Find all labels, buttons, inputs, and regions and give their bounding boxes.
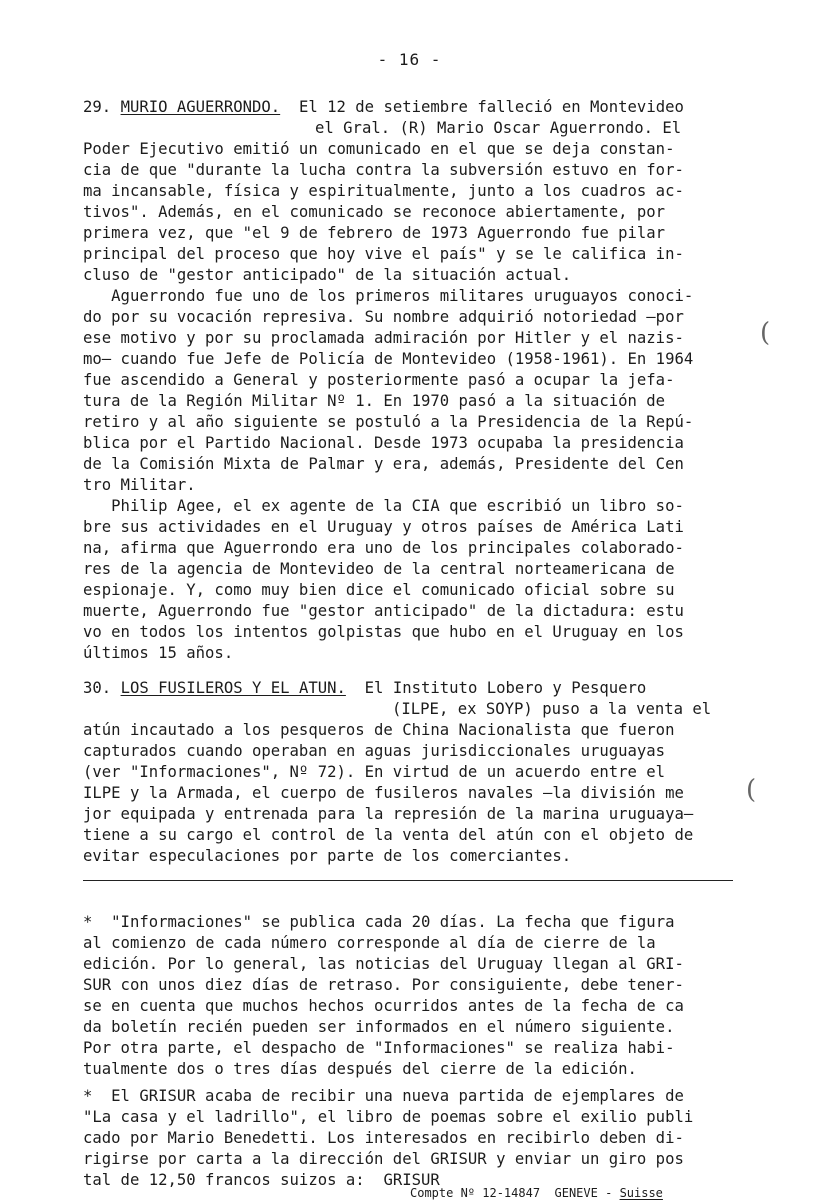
note-1-line-6: Por otra parte, el despacho de "Informaciones" se realiza habi- xyxy=(83,1039,675,1057)
margin-hole-mark: ( xyxy=(746,775,757,805)
item-30-line-1: (ILPE, ex SOYP) puso a la venta el xyxy=(392,700,712,718)
note-1-line-2: edición. Por lo general, las noticias del Uruguay llegan al GRI- xyxy=(83,955,684,973)
item-30-title: LOS FUSILEROS Y EL ATUN. xyxy=(120,679,346,697)
note-2-text-0: El GRISUR acaba de recibir una nueva partida de ejemplares de xyxy=(111,1087,684,1105)
item-29-line-14: tura de la Región Militar Nº 1. En 1970 pasó a la situación de xyxy=(83,392,666,410)
note-1-asterisk: * xyxy=(83,913,93,931)
note-2-line-0 xyxy=(83,1086,684,1106)
item-29-line-7: principal del proceso que hoy vive el país" y se le califica in- xyxy=(83,245,684,263)
item-30-line-5: ILPE y la Armada, el cuerpo de fusileros navales —la división me xyxy=(83,784,684,802)
note-1-text-0: "Informaciones" se publica cada 20 días. La fecha que figura xyxy=(111,913,675,931)
item-29-line-15: retiro y al año siguiente se postuló a la Presidencia de la Repú- xyxy=(83,413,694,431)
item-29-line-2: Poder Ejecutivo emitió un comunicado en el que se deja constan- xyxy=(83,140,675,158)
note-2-line-2: cado por Mario Benedetti. Los interesados en recibirlo deben di- xyxy=(83,1129,684,1147)
item-29-line-3: cia de que "durante la lucha contra la subversión estuvo en for- xyxy=(83,161,684,179)
item-29-line-26: últimos 15 años. xyxy=(83,644,234,662)
item-29-line-13: fue ascendido a General y posteriormente pasó a ocupar la jefa- xyxy=(83,371,675,389)
item-30-line-0: El Instituto Lobero y Pesquero xyxy=(364,679,647,697)
item-29-line-4: ma incansable, física y espiritualmente, junto a los cuadros ac- xyxy=(83,182,684,200)
address-account: Compte Nº 12-14847 xyxy=(410,1186,541,1200)
note-2-line-1: "La casa y el ladrillo", el libro de poemas sobre el exilio publi xyxy=(83,1108,694,1126)
page-number: - 16 - xyxy=(377,50,442,69)
section-divider xyxy=(83,880,733,881)
address-city: GENEVE xyxy=(554,1186,598,1200)
note-1-line-5: da boletín recién pueden ser informados en el número siguiente. xyxy=(83,1018,675,1036)
item-29-line-5: tivos". Además, en el comunicado se reconoce abiertamente, por xyxy=(83,203,666,221)
item-30-line-2: atún incautado a los pesqueros de China Nacionalista que fueron xyxy=(83,721,675,739)
item-30-number: 30. xyxy=(83,679,112,697)
item-30-line-6: jor equipada y entrenada para la represión de la marina uruguaya— xyxy=(83,805,694,823)
item-29-line-25: vo en todos los intentos golpistas que hubo en el Uruguay en los xyxy=(83,623,684,641)
note-2-line-4 xyxy=(83,1170,440,1190)
note-1-line-4: se en cuenta que muchos hechos ocurridos antes de la fecha de ca xyxy=(83,997,684,1015)
item-29-line-23: espionaje. Y, como muy bien dice el comunicado oficial sobre su xyxy=(83,581,675,599)
note-2-text-4: tal de 12,50 francos suizos a: xyxy=(83,1171,365,1189)
item-29-line-8: cluso de "gestor anticipado" de la situación actual. xyxy=(83,266,572,284)
item-29-number: 29. xyxy=(83,98,112,116)
item-29-title: MURIO AGUERRONDO. xyxy=(120,98,281,116)
item-29-line-21: na, afirma que Aguerrondo era uno de los principales colaborado- xyxy=(83,539,684,557)
note-1-line-1: al comienzo de cada número corresponde al día de cierre de la xyxy=(83,934,656,952)
item-29-line-19: Philip Agee, el ex agente de la CIA que escribió un libro so- xyxy=(83,497,684,515)
item-30-line-7: tiene a su cargo el control de la venta del atún con el objeto de xyxy=(83,826,694,844)
item-29-line-20: bre sus actividades en el Uruguay y otros países de América Lati xyxy=(83,518,684,536)
item-30-line-4: (ver "Informaciones", Nº 72). En virtud de un acuerdo entre el xyxy=(83,763,666,781)
item-30-line-3: capturados cuando operaban en aguas jurisdiccionales uruguayas xyxy=(83,742,666,760)
note-1-line-7: tualmente dos o tres días después del cierre de la edición. xyxy=(83,1060,637,1078)
note-1-line-0 xyxy=(83,912,674,932)
item-30-header xyxy=(83,678,646,698)
item-29-line-12: mo— cuando fue Jefe de Policía de Montevideo (1958-1961). En 1964 xyxy=(83,350,694,368)
item-29-line-6: primera vez, que "el 9 de febrero de 1973 Aguerrondo fue pilar xyxy=(83,224,666,242)
item-29-line-11: ese motivo y por su proclamada admiración por Hitler y el nazis- xyxy=(83,329,684,347)
item-29-line-22: res de la agencia de Montevideo de la central norteamericana de xyxy=(83,560,675,578)
item-29-line-16: blica por el Partido Nacional. Desde 1973 ocupaba la presidencia xyxy=(83,434,684,452)
item-30-line-8: evitar especulaciones por parte de los comerciantes. xyxy=(83,847,572,865)
item-29-line-9: Aguerrondo fue uno de los primeros militares uruguayos conoci- xyxy=(83,287,694,305)
item-29-line-24: muerte, Aguerrondo fue "gestor anticipado" de la dictadura: estu xyxy=(83,602,684,620)
item-29-line-0: El 12 de setiembre falleció en Montevideo xyxy=(298,98,684,116)
item-29-header xyxy=(83,97,684,117)
address-name: GRISUR xyxy=(383,1171,440,1189)
item-29-line-10: do por su vocación represiva. Su nombre adquirió notoriedad —por xyxy=(83,308,684,326)
note-2-line-3: rigirse por carta a la dirección del GRISUR y enviar un giro pos xyxy=(83,1150,684,1168)
item-29-line-1: el Gral. (R) Mario Oscar Aguerrondo. El xyxy=(315,119,682,137)
address-separator: - xyxy=(605,1186,613,1200)
address-block xyxy=(410,1186,663,1200)
item-29-line-18: tro Militar. xyxy=(83,476,196,494)
note-2-asterisk: * xyxy=(83,1087,93,1105)
item-29-line-17: de la Comisión Mixta de Palmar y era, además, Presidente del Cen xyxy=(83,455,684,473)
note-1-line-3: SUR con unos diez días de retraso. Por consiguiente, debe tener- xyxy=(83,976,684,994)
address-country: Suisse xyxy=(619,1186,663,1200)
margin-hole-mark: ( xyxy=(760,318,771,348)
